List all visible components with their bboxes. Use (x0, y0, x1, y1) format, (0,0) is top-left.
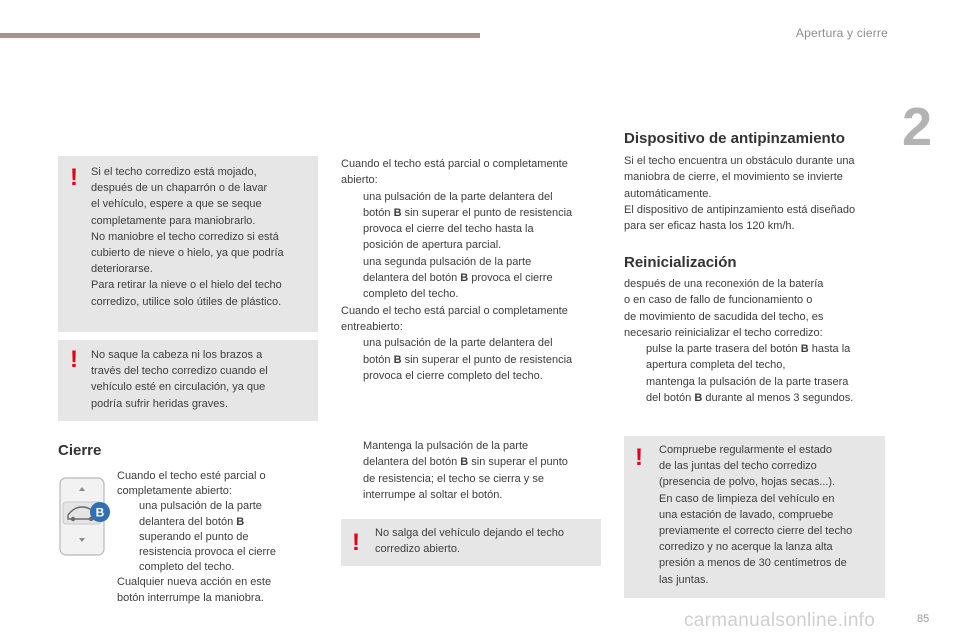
middle-bullet-2 (341, 254, 606, 303)
middle-bullet-1 (341, 189, 606, 254)
cierre-text (117, 469, 307, 606)
middle-text-top (341, 156, 606, 384)
page-number: 85 (917, 613, 930, 625)
warning-icon: ! (635, 444, 643, 471)
bullet-text: una pulsación de la parte delantera del botón B sin superar el punto de resistencia provoca el cierre del techo hasta la posición de apertura parcial. (363, 190, 573, 252)
cierre-bullet (117, 499, 307, 575)
warning-text: No salga del vehículo dejando el techo corredizo abierto. (375, 527, 564, 556)
reinit-heading: Reinicialización (624, 254, 737, 271)
warning-text: No saque la cabeza ni los brazos a través del techo corredizo cuando el vehículo esté en circulación, ya que podría sufrir heridas graves. (91, 349, 268, 410)
section-title: Apertura y cierre (795, 26, 888, 40)
reinit-text (624, 276, 889, 406)
cierre-heading: Cierre (58, 442, 102, 459)
warning-box-head-arms (58, 340, 318, 421)
antipinch-body: Si el techo encuentra un obstáculo durante una maniobra de cierre, el movimiento se invierte automáticamente. El dispositivo de antipinzamiento está diseñado para ser eficaz hasta los 120 km/h. (624, 155, 856, 233)
button-b-label: B (95, 505, 105, 520)
bullet-text: una pulsación de la parte delantera del botón B sin superar el punto de resistencia provoca el cierre completo del techo. (363, 337, 573, 382)
warning-text: Compruebe regularmente el estado de las juntas del techo corredizo (presencia de polvo, hojas secas...). En caso de limpieza del vehículo en una estación de lavado, compruebe previamente el correcto cierre del techo corredizo y no acerque la lanza alta presión a menos de 30 centímetros de las juntas. (659, 444, 853, 586)
antipinch-heading: Dispositivo de antipinzamiento (624, 130, 845, 147)
warning-box-leave-vehicle (341, 519, 601, 566)
chapter-number: 2 (902, 97, 933, 157)
middle-intro-1: Cuando el techo está parcial o completamente abierto: (341, 158, 568, 187)
warning-icon: ! (352, 529, 360, 556)
warning-icon: ! (70, 346, 78, 373)
middle-text-bottom (341, 438, 606, 503)
warning-box-joints (624, 436, 885, 598)
warning-text: Si el techo corredizo está mojado, después de un chaparrón o de lavar el vehículo, espere a que se seque completamente para maniobrarlo. No maniobre el techo corredizo si está cubierto de nieve o hielo, ya que podría deteriorarse. Para retirar la nieve o el hielo del techo corredizo, utilice solo útiles de plástico. (91, 166, 284, 308)
bullet-text: pulse la parte trasera del botón B hasta la apertura completa del techo, (646, 343, 851, 372)
reinit-bullet-2 (624, 374, 889, 407)
bullet-text: Mantenga la pulsación de la parte delantera del botón B sin superar el punto de resistencia; el techo se cierra y se interrumpe al soltar el botón. (363, 440, 568, 501)
bullet-text: una pulsación de la parte delantera del botón B superando el punto de resistencia provoca el cierre completo del techo. (139, 500, 276, 574)
reinit-bullet-1 (624, 341, 889, 374)
button-b-marker (89, 501, 111, 523)
watermark: carmanualsonline.info (684, 610, 876, 631)
header-accent-bar (0, 33, 480, 38)
cierre-intro: Cuando el techo esté parcial o completamente abierto: (117, 470, 266, 498)
middle-bullet-3 (341, 335, 606, 384)
middle-bullet-4 (341, 438, 606, 503)
warning-icon: ! (70, 164, 78, 191)
bullet-text: una segunda pulsación de la parte delantera del botón B provoca el cierre completo del techo. (363, 255, 553, 301)
reinit-intro: después de una reconexión de la batería o en caso de fallo de funcionamiento o de movimiento de sacudida del techo, es necesario reinicializar el techo corredizo: (624, 278, 824, 339)
bullet-text: mantenga la pulsación de la parte trasera del botón B durante al menos 3 segundos. (646, 375, 854, 405)
cierre-outro: Cualquier nueva acción en este botón interrumpe la maniobra. (117, 576, 272, 604)
middle-intro-2: Cuando el techo está parcial o completamente entreabierto: (341, 304, 568, 333)
warning-box-wet-roof (58, 156, 318, 332)
